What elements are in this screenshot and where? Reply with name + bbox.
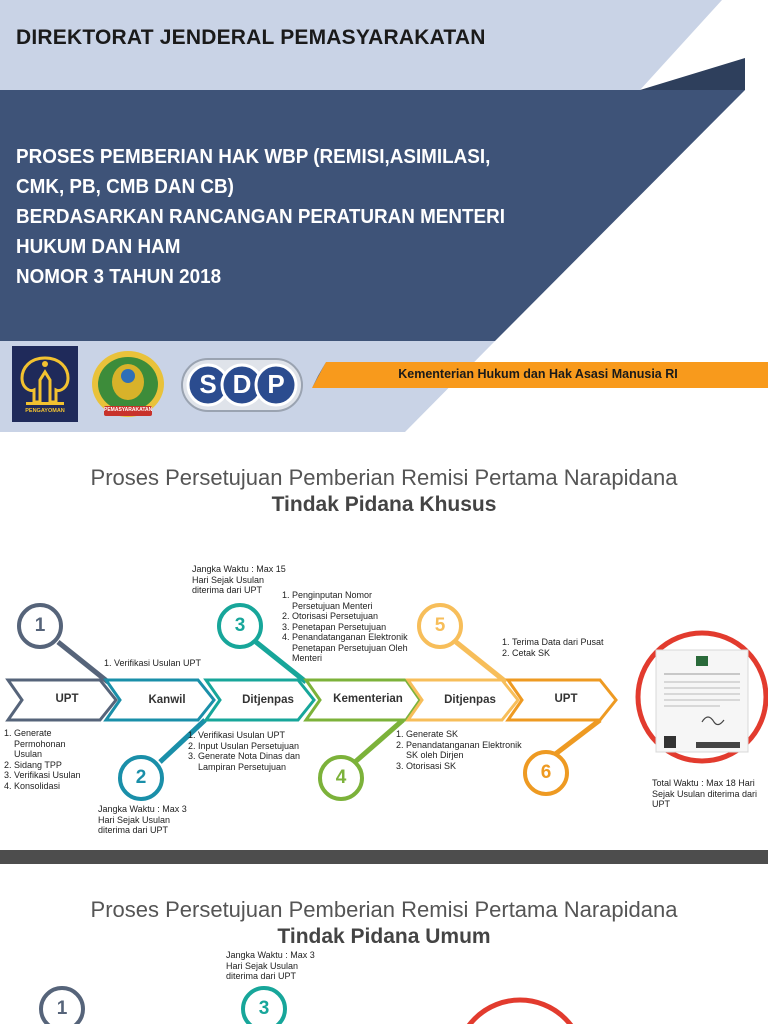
chevron-label-6: UPT bbox=[554, 693, 578, 705]
step4-item-1: 1. Penginputan Nomor Persetujuan Menteri bbox=[292, 590, 418, 611]
ministry-label: Kementerian Hukum dan Hak Asasi Manusia RI bbox=[398, 367, 678, 381]
step3-item-1: 1. Verifikasi Usulan UPT bbox=[198, 730, 324, 741]
process-slide-khusus bbox=[0, 432, 768, 850]
step2-deadline-note: Jangka Waktu : Max 3 Hari Sejak Usulan diterima dari UPT bbox=[98, 804, 187, 835]
total-time-note: Total Waktu : Max 18 Hari Sejak Usulan diterima dari UPT bbox=[652, 778, 758, 809]
directorate-title: DIREKTORAT JENDERAL PEMASYARAKATAN bbox=[16, 26, 486, 49]
chevron-label-1: UPT bbox=[55, 693, 79, 705]
process-slide-umum bbox=[0, 864, 768, 1024]
slide2-title: Proses Persetujuan Pemberian Remisi Pertama Narapidana bbox=[90, 465, 678, 490]
step3-list bbox=[184, 730, 324, 772]
umum-flow-diagram bbox=[0, 864, 768, 1024]
step4-item-2: 2. Otorisasi Persetujuan bbox=[292, 611, 418, 622]
step6-item-2: 2. Cetak SK bbox=[512, 648, 610, 659]
logo1-caption: PENGAYOMAN bbox=[25, 408, 65, 414]
step5-list bbox=[392, 729, 528, 771]
step5-item-1: 1. Generate SK bbox=[406, 729, 528, 740]
title-line-4: HUKUM DAN HAM bbox=[16, 235, 181, 258]
umum-step-number-3: 3 bbox=[258, 998, 270, 1019]
step-number-2: 2 bbox=[135, 767, 147, 788]
title-line-5: NOMOR 3 TAHUN 2018 bbox=[16, 265, 222, 288]
step1-label: 1. Verifikasi Usulan UPT bbox=[104, 658, 202, 668]
kemenkumham-logo bbox=[12, 346, 78, 422]
step1-item-3: 3. Verifikasi Usulan bbox=[14, 770, 82, 781]
step1-item-1: 1. Generate Permohonan Usulan bbox=[14, 728, 82, 760]
step-number-4: 4 bbox=[335, 767, 347, 788]
connector-1 bbox=[58, 642, 108, 682]
slide3-step3-note: Jangka Waktu : Max 3 Hari Sejak Usulan diterima dari UPT bbox=[226, 950, 315, 981]
logo2-caption: PEMASYARAKATAN bbox=[104, 407, 153, 413]
title-line-1: PROSES PEMBERIAN HAK WBP (REMISI,ASIMILASI, bbox=[16, 145, 491, 168]
step3-item-3: 3. Generate Nota Dinas dan Lampiran Persetujuan bbox=[198, 751, 324, 772]
chevron-label-3: Ditjenpas bbox=[242, 694, 294, 706]
sdp-logo bbox=[180, 357, 304, 413]
step1-list bbox=[0, 728, 82, 791]
slide3-subtitle: Tindak Pidana Umum bbox=[277, 925, 491, 948]
slide-divider bbox=[0, 850, 768, 864]
step-number-1: 1 bbox=[34, 615, 46, 636]
title-line-3: BERDASARKAN RANCANGAN PERATURAN MENTERI bbox=[16, 205, 505, 228]
chevron-label-2: Kanwil bbox=[148, 694, 186, 706]
step4-list bbox=[278, 590, 418, 664]
step5-item-2: 2. Penandatanganan Elektronik SK oleh Dirjen bbox=[406, 740, 528, 761]
title-line-2: CMK, PB, CMB DAN CB) bbox=[16, 175, 234, 198]
step6-item-1: 1. Terima Data dari Pusat bbox=[512, 637, 610, 648]
chevron-label-5: Ditjenpas bbox=[444, 694, 496, 706]
sdp-letter-d: D bbox=[232, 369, 252, 399]
step3-deadline-note: Jangka Waktu : Max 15 Hari Sejak Usulan diterima dari UPT bbox=[192, 564, 286, 595]
sdp-letter-p: P bbox=[267, 369, 285, 399]
step1-item-2: 2. Sidang TPP bbox=[14, 760, 82, 771]
sdp-letter-s: S bbox=[199, 369, 217, 399]
step3-item-2: 2. Input Usulan Persetujuan bbox=[198, 741, 324, 752]
chevron-label-4: Kementerian bbox=[333, 693, 403, 705]
step-number-5: 5 bbox=[434, 615, 446, 636]
pemasyarakatan-logo bbox=[88, 346, 168, 424]
step5-item-3: 3. Otorisasi SK bbox=[406, 761, 528, 772]
step-number-6: 6 bbox=[540, 762, 552, 783]
title-slide bbox=[0, 0, 768, 432]
step1-item-4: 4. Konsolidasi bbox=[14, 781, 82, 792]
step6-list bbox=[498, 637, 610, 658]
slide2-subtitle: Tindak Pidana Khusus bbox=[271, 493, 497, 516]
umum-step-number-1: 1 bbox=[56, 998, 68, 1019]
slide3-title: Proses Persetujuan Pemberian Remisi Pertama Narapidana bbox=[90, 897, 678, 922]
step4-item-3: 3. Penetapan Persetujuan bbox=[292, 622, 418, 633]
step4-item-4: 4. Penandatanganan Elektronik Penetapan Persetujuan Oleh Menteri bbox=[292, 632, 418, 664]
umum-sk-seal bbox=[456, 1000, 584, 1024]
step-number-3: 3 bbox=[234, 615, 246, 636]
